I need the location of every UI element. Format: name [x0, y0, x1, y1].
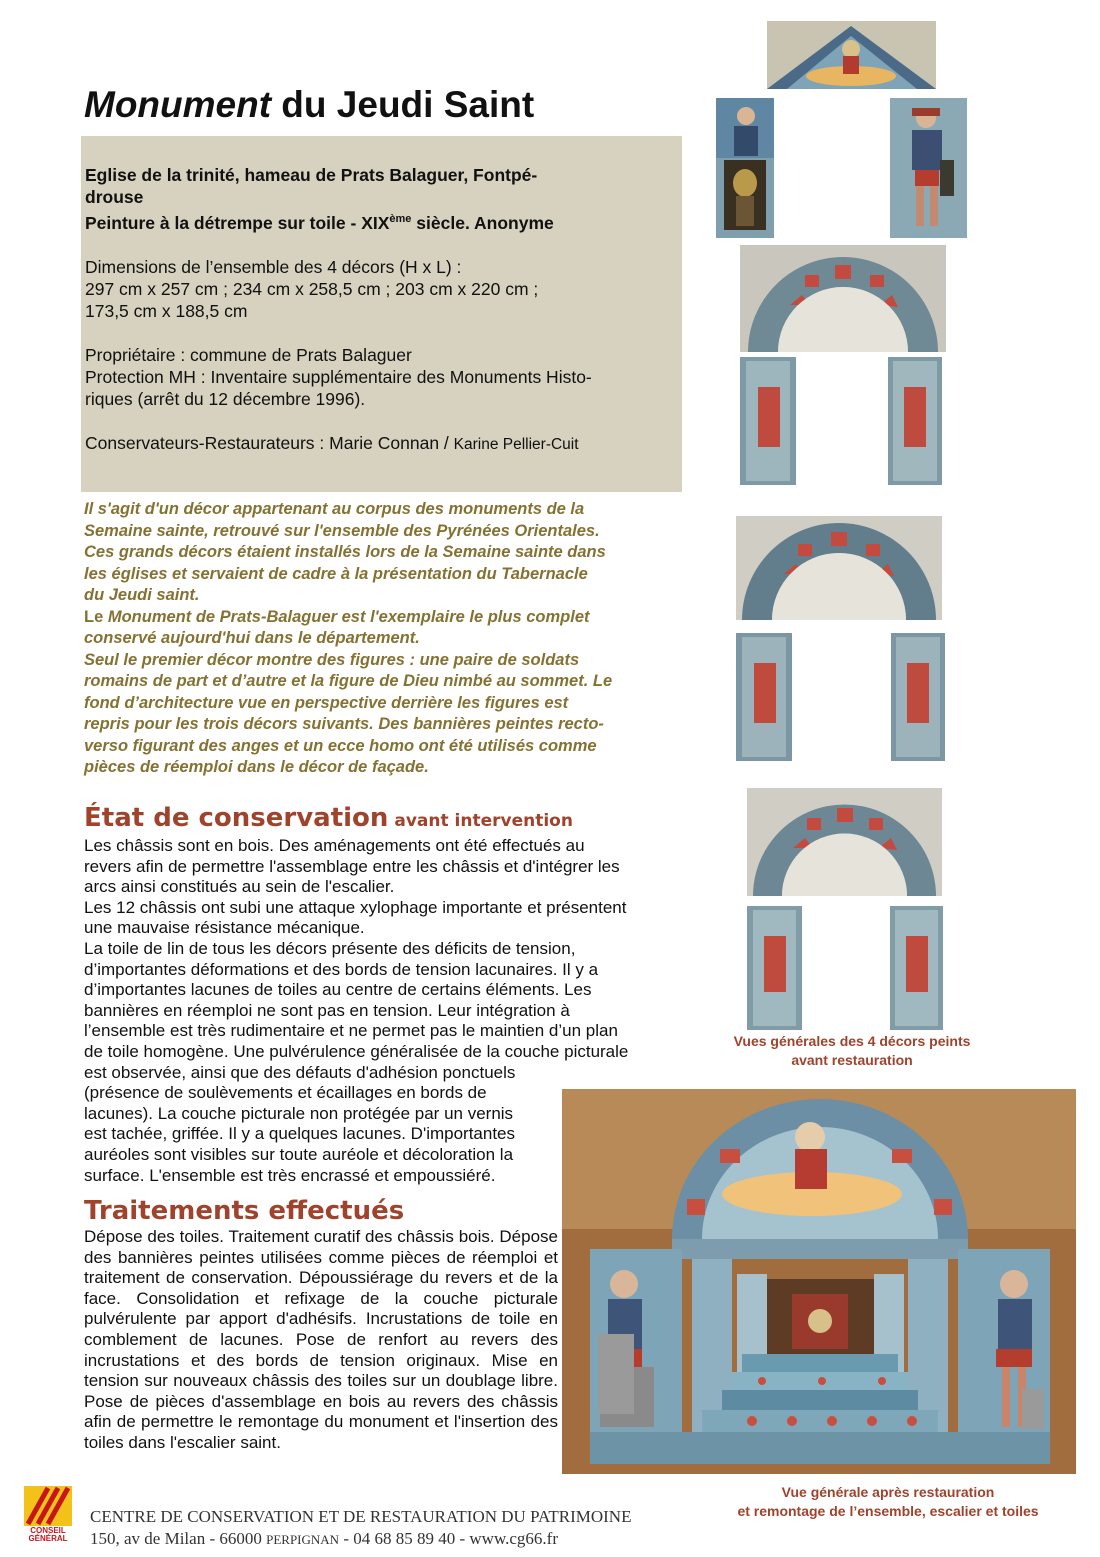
caption-before: Vues générales des 4 décors peints avant restauration [733, 1033, 971, 1068]
info-box [81, 136, 682, 492]
section-heading-traitements: Traitements effectués [84, 1196, 405, 1226]
info-protection-2: riques (arrêt du 12 décembre 1996). [85, 388, 366, 409]
info-dimensions-2: 297 cm x 257 cm ; 234 cm x 258,5 cm ; 203 cm x 220 cm ; [85, 278, 539, 299]
photo-arch-2 [736, 516, 942, 620]
photo-pillar-2-left [736, 633, 792, 761]
photo-pillar-1-left [740, 357, 796, 485]
footer-org: CENTRE DE CONSERVATION ET DE RESTAURATION DU PATRIMOINE [90, 1507, 632, 1526]
page-title: Monument du Jeudi Saint [84, 84, 535, 125]
photo-pillar-3-right [890, 906, 943, 1030]
footer [90, 1506, 631, 1551]
info-conservators: Conservateurs-Restaurateurs : Marie Connan / Karine Pellier-Cuit [85, 432, 579, 453]
photo-pillar-2-right [891, 633, 945, 761]
logo-text-1: CONSEIL [30, 1526, 66, 1535]
photo-soldier-left [716, 98, 774, 238]
photo-soldier-right [890, 98, 967, 238]
info-dimensions-3: 173,5 cm x 188,5 cm [85, 300, 248, 321]
etat-text: Les châssis sont en bois. Des aménagements ont été effectués au revers afin de permettre l'assemblage entre les châssis et d'intégrer les arcs ainsi constitués au sein de l'escalier. Les 12 châssis ont subi une attaque xylophage importante et présentent une mauvaise résistance mécanique. La toile de lin de tous les décors présente des déficits de tension, d’importantes déformations et des bords de tension lacunaires. Il y a d’importantes lacunes de toiles au centre de certains éléments. Les bannières en réemploi ne sont pas en tension. Leur intégration à l’ensemble est très rudimentaire et ne permet pas le maintien d’un plan de toile homogène. Une pulvérulence généralisée de la couche picturale est observée, ainsi que des défauts d'adhésion ponctuels (présence de soulèvements et écaillages en bords de lacunes). La couche picturale non protégée par un vernis est tachée, griffée. Il y a quelques lacunes. D'importantes auréoles sont visibles sur toute auréole et décoloration la surface. L'ensemble est très encrassé et empoussiéré. [84, 836, 629, 1185]
conseil-general-logo [22, 1484, 74, 1546]
footer-address: 150, av de Milan - 66000 PERPIGNAN - 04 68 85 89 40 - www.cg66.fr [90, 1529, 558, 1548]
traitements-text: Dépose des toiles. Traitement curatif des châssis bois. Dépose des bannières peintes utilisées comme pièces de réemploi et traitement de conservation. Dépoussiérage du revers et de la face. Consolidation et refixage de la couche picturale pulvérulente par apport d'adhésifs. Incrustations de toile en comblement de lacunes. Pose de renfort au revers des incrustations et des bords de tension originaux. Mise en tension sur nouveaux châssis des toiles sur un doublage libre. Pose de pièces d'assemblage en bois au revers des châssis afin de permettre le remontage du monument et l'insertion des toiles dans l'escalier saint. [84, 1227, 558, 1452]
info-owner: Propriétaire : commune de Prats Balaguer [85, 344, 412, 365]
info-protection-1: Protection MH : Inventaire supplémentaire des Monuments Histo- [85, 366, 592, 387]
photo-pillar-3-left [747, 906, 802, 1030]
info-location-2: drouse [85, 187, 144, 207]
info-dimensions-1: Dimensions de l’ensemble des 4 décors (H x L) : [85, 256, 462, 277]
photo-after-restoration [562, 1089, 1076, 1474]
photo-pillar-1-right [888, 357, 942, 485]
photo-pediment-god [767, 21, 936, 89]
photo-arch-3 [747, 788, 942, 896]
info-technique: Peinture à la détrempe sur toile - XIXème siècle. Anonyme [85, 212, 554, 233]
info-location-1: Eglise de la trinité, hameau de Prats Balaguer, Fontpé- [85, 165, 538, 185]
caption-after: Vue générale après restauration et remontage de l’ensemble, escalier et toiles [737, 1484, 1039, 1519]
section-heading-etat: État de conservation avant intervention [84, 803, 573, 833]
photo-arch-1 [740, 245, 946, 352]
intro-text: Il s'agit d'un décor appartenant au corpus des monuments de la Semaine sainte, retrouvé sur l'ensemble des Pyrénées Orientales. Ces grands décors étaient installés lors de la Semaine sainte dans les églises et servaient de cadre à la présentation du Tabernacle du Jeudi saint. Le Monument de Prats-Balaguer est l'exemplaire le plus complet conservé aujourd'hui dans le département. Seul le premier décor montre des figures : une paire de soldats romains de part et d’autre et la figure de Dieu nimbé au sommet. Le fond d’architecture vue en perspective derrière les figures est repris pour les trois décors suivants. Des bannières peintes recto- verso figurant des anges et un ecce homo ont été utilisés comme pièces de réemploi dans le décor de façade. [84, 500, 613, 776]
logo-text-2: GÉNÉRAL [28, 1534, 68, 1543]
